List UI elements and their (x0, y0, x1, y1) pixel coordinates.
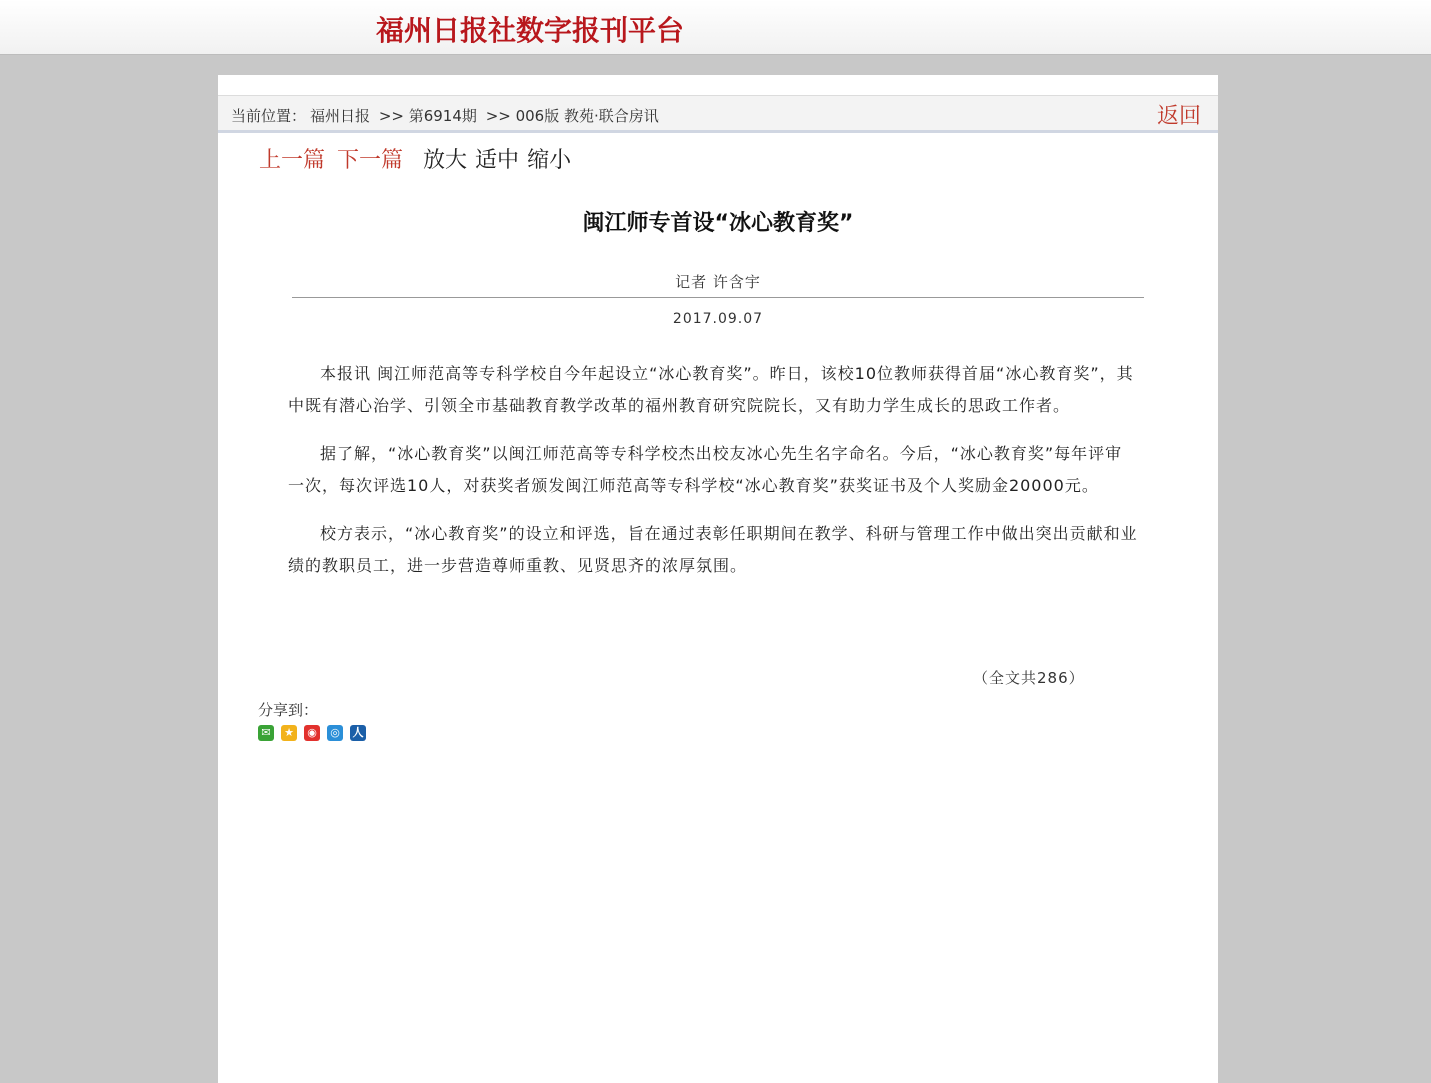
qzone-icon[interactable]: ★ (281, 725, 297, 741)
zoom-out-button[interactable]: 缩小 (527, 148, 572, 173)
article-author: 记者 许含宇 (675, 273, 761, 291)
breadcrumb-prefix: 当前位置： (231, 107, 307, 125)
article-title: 闽江师专首设“冰心教育奖” (582, 211, 854, 236)
word-count: （全文共286） (973, 669, 1085, 687)
article-body (288, 358, 1138, 598)
weibo-icon[interactable]: ◉ (304, 725, 320, 741)
article-paragraph: 据了解，“冰心教育奖”以闽江师范高等专科学校杰出校友冰心先生名字命名。今后，“冰心教育奖”每年评审一次，每次评选10人，对获奖者颁发闽江师范高等专科学校“冰心教育奖”获奖证书及个人奖励金20000元。 (288, 444, 1123, 495)
top-banner (0, 0, 1431, 55)
breadcrumb (231, 105, 663, 126)
renren-icon[interactable]: 人 (350, 725, 366, 741)
zoom-fit-button[interactable]: 适中 (475, 148, 520, 173)
site-title: 福州日报社数字报刊平台 (376, 14, 685, 47)
tencent-weibo-icon[interactable]: ◎ (327, 725, 343, 741)
share-label: 分享到： (258, 701, 319, 719)
article-paragraph: 本报讯 闽江师范高等专科学校自今年起设立“冰心教育奖”。昨日，该校10位教师获得首届“冰心教育奖”，其中既有潜心治学、引领全市基础教育教学改革的福州教育研究院院长，又有助力学生成长的思政工作者。 (288, 364, 1134, 415)
breadcrumb-item-issue[interactable]: >> 第6914期 (378, 107, 477, 125)
share-icons (258, 725, 366, 741)
breadcrumb-item-section[interactable]: >> 006版 教苑·联合房讯 (485, 107, 659, 125)
article-panel (218, 75, 1218, 1083)
breadcrumb-bar (218, 95, 1218, 133)
article-date: 2017.09.07 (672, 311, 764, 327)
next-article-link[interactable]: 下一篇 (337, 148, 404, 173)
title-divider (292, 297, 1144, 298)
wechat-icon[interactable]: ✉ (258, 725, 274, 741)
article-toolbar (259, 143, 579, 174)
zoom-in-button[interactable]: 放大 (423, 148, 468, 173)
prev-article-link[interactable]: 上一篇 (259, 148, 326, 173)
back-link[interactable]: 返回 (1156, 104, 1201, 129)
article-paragraph: 校方表示，“冰心教育奖”的设立和评选，旨在通过表彰任职期间在教学、科研与管理工作中做出突出贡献和业绩的教职员工，进一步营造尊师重教、见贤思齐的浓厚氛围。 (288, 524, 1138, 575)
breadcrumb-item-newspaper[interactable]: 福州日报 (310, 107, 371, 125)
